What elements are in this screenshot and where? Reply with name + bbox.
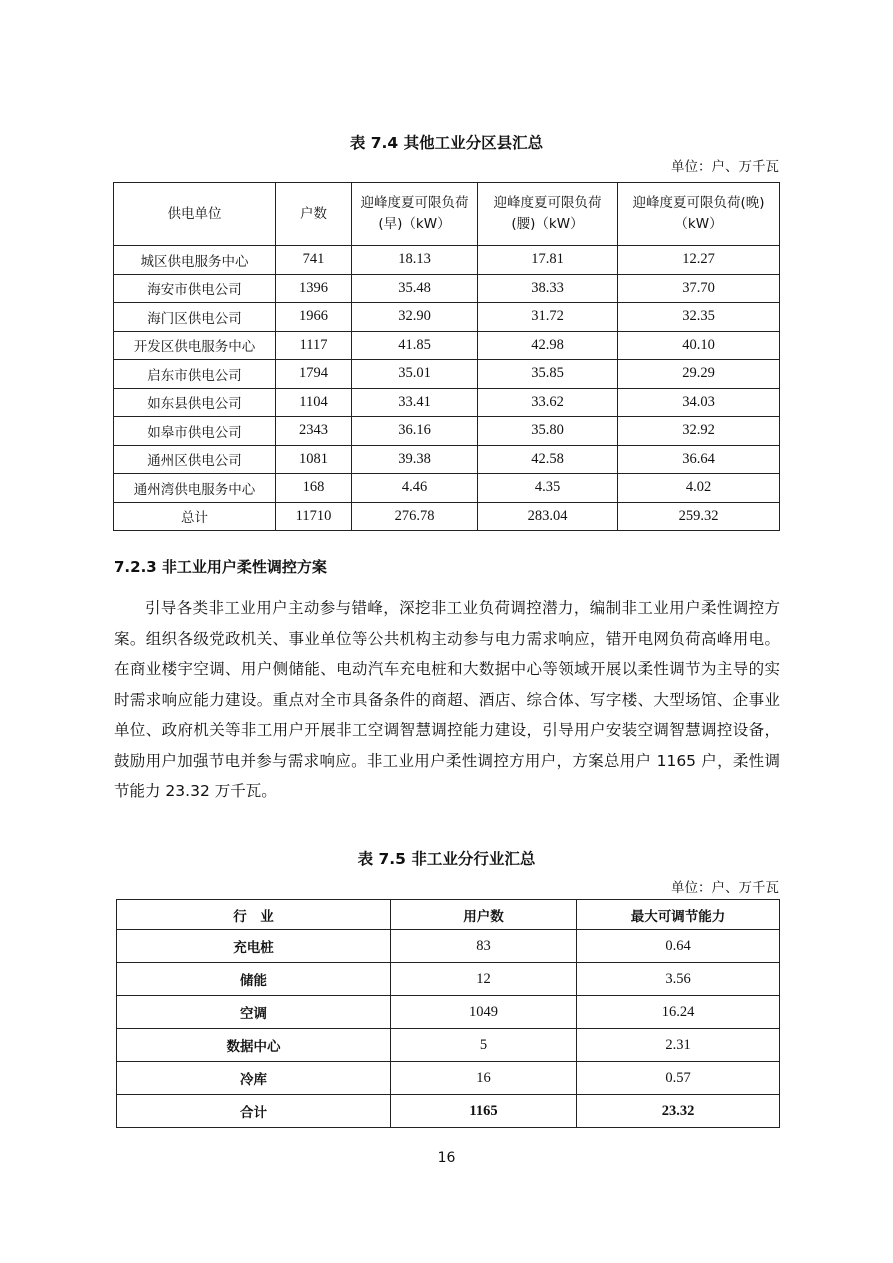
value-cell: 29.29 [618,360,780,389]
value-cell: 0.64 [577,930,780,963]
value-cell: 0.57 [577,1062,780,1095]
value-cell: 35.85 [478,360,618,389]
value-cell: 16.24 [577,996,780,1029]
table-row [114,246,780,275]
section-heading: 7.2.3 非工业用户柔性调控方案 [114,558,327,576]
value-cell: 4.02 [618,474,780,503]
table-row [117,996,780,1029]
table-row [114,502,780,531]
table-7-5-unit: 单位：户、万千瓦 [671,880,779,896]
row-label-cell: 通州区供电公司 [114,445,276,474]
table-row [114,303,780,332]
value-cell: 1396 [276,274,352,303]
row-label-cell: 合计 [117,1095,391,1128]
value-cell: 32.90 [352,303,478,332]
header-cell: 户数 [276,183,352,246]
value-cell: 5 [391,1029,577,1062]
row-label-cell: 开发区供电服务中心 [114,331,276,360]
table-row [117,1095,780,1128]
row-label-cell: 数据中心 [117,1029,391,1062]
section-paragraph: 引导各类非工业用户主动参与错峰，深挖非工业负荷调控潜力，编制非工业用户柔性调控方案。组织各级党政机关、事业单位等公共机构主动参与电力需求响应，错开电网负荷高峰用电。在商业楼宇空调、用户侧储能、电动汽车充电桩和大数据中心等领域开展以柔性调节为主导的实时需求响应能力建设。重点对全市具备条件的商超、酒店、综合体、写字楼、大型场馆、企事业单位、政府机关等非工用户开展非工空调智慧调控能力建设，引导用户安装空调智慧调控设备，鼓励用户加强节电并参与需求响应。非工业用户柔性调控方用户，方案总用户 1165 户，柔性调节能力 23.32 万千瓦。 [114,599,780,800]
header-cell: 迎峰度夏可限负荷(早)（kW） [352,183,478,246]
value-cell: 2.31 [577,1029,780,1062]
value-cell: 1104 [276,388,352,417]
row-label-cell: 总计 [114,502,276,531]
value-cell: 35.80 [478,417,618,446]
row-label-cell: 如皋市供电公司 [114,417,276,446]
value-cell: 168 [276,474,352,503]
header-cell: 迎峰度夏可限负荷(晚)（kW） [618,183,780,246]
value-cell: 283.04 [478,502,618,531]
value-cell: 1165 [391,1095,577,1128]
value-cell: 35.48 [352,274,478,303]
value-cell: 41.85 [352,331,478,360]
header-cell: 供电单位 [114,183,276,246]
value-cell: 16 [391,1062,577,1095]
row-label-cell: 启东市供电公司 [114,360,276,389]
value-cell: 83 [391,930,577,963]
value-cell: 4.46 [352,474,478,503]
table-7-5 [116,899,780,1128]
table-row [117,930,780,963]
table-row [114,360,780,389]
value-cell: 12.27 [618,246,780,275]
value-cell: 1966 [276,303,352,332]
table-header-row [117,900,780,930]
value-cell: 1117 [276,331,352,360]
value-cell: 31.72 [478,303,618,332]
table-row [114,474,780,503]
value-cell: 1081 [276,445,352,474]
table-7-4-caption: 表 7.4 其他工业分区县汇总 [349,134,544,152]
value-cell: 276.78 [352,502,478,531]
row-label-cell: 冷库 [117,1062,391,1095]
value-cell: 4.35 [478,474,618,503]
value-cell: 1794 [276,360,352,389]
table-7-4-unit: 单位：户、万千瓦 [671,159,779,175]
value-cell: 33.62 [478,388,618,417]
value-cell: 42.98 [478,331,618,360]
table-row [114,417,780,446]
value-cell: 32.92 [618,417,780,446]
value-cell: 37.70 [618,274,780,303]
value-cell: 12 [391,963,577,996]
value-cell: 33.41 [352,388,478,417]
value-cell: 741 [276,246,352,275]
header-cell: 用户数 [391,900,577,930]
value-cell: 23.32 [577,1095,780,1128]
row-label-cell: 通州湾供电服务中心 [114,474,276,503]
table-header-row [114,183,780,246]
value-cell: 1049 [391,996,577,1029]
value-cell: 36.16 [352,417,478,446]
table-row [114,274,780,303]
row-label-cell: 城区供电服务中心 [114,246,276,275]
value-cell: 259.32 [618,502,780,531]
table-7-4 [113,182,780,531]
table-row [117,1029,780,1062]
row-label-cell: 海门区供电公司 [114,303,276,332]
value-cell: 18.13 [352,246,478,275]
row-label-cell: 海安市供电公司 [114,274,276,303]
row-label-cell: 充电桩 [117,930,391,963]
value-cell: 11710 [276,502,352,531]
table-row [114,445,780,474]
value-cell: 34.03 [618,388,780,417]
row-label-cell: 空调 [117,996,391,1029]
value-cell: 42.58 [478,445,618,474]
header-cell: 行 业 [117,900,391,930]
table-row [114,388,780,417]
value-cell: 38.33 [478,274,618,303]
value-cell: 36.64 [618,445,780,474]
value-cell: 32.35 [618,303,780,332]
header-cell: 最大可调节能力 [577,900,780,930]
table-row [117,963,780,996]
table-row [117,1062,780,1095]
table-row [114,331,780,360]
header-cell: 迎峰度夏可限负荷(腰)（kW） [478,183,618,246]
value-cell: 35.01 [352,360,478,389]
value-cell: 2343 [276,417,352,446]
value-cell: 40.10 [618,331,780,360]
row-label-cell: 储能 [117,963,391,996]
table-7-5-caption: 表 7.5 非工业分行业汇总 [357,850,536,868]
value-cell: 39.38 [352,445,478,474]
row-label-cell: 如东县供电公司 [114,388,276,417]
value-cell: 3.56 [577,963,780,996]
value-cell: 17.81 [478,246,618,275]
page-number: 16 [437,1150,456,1166]
